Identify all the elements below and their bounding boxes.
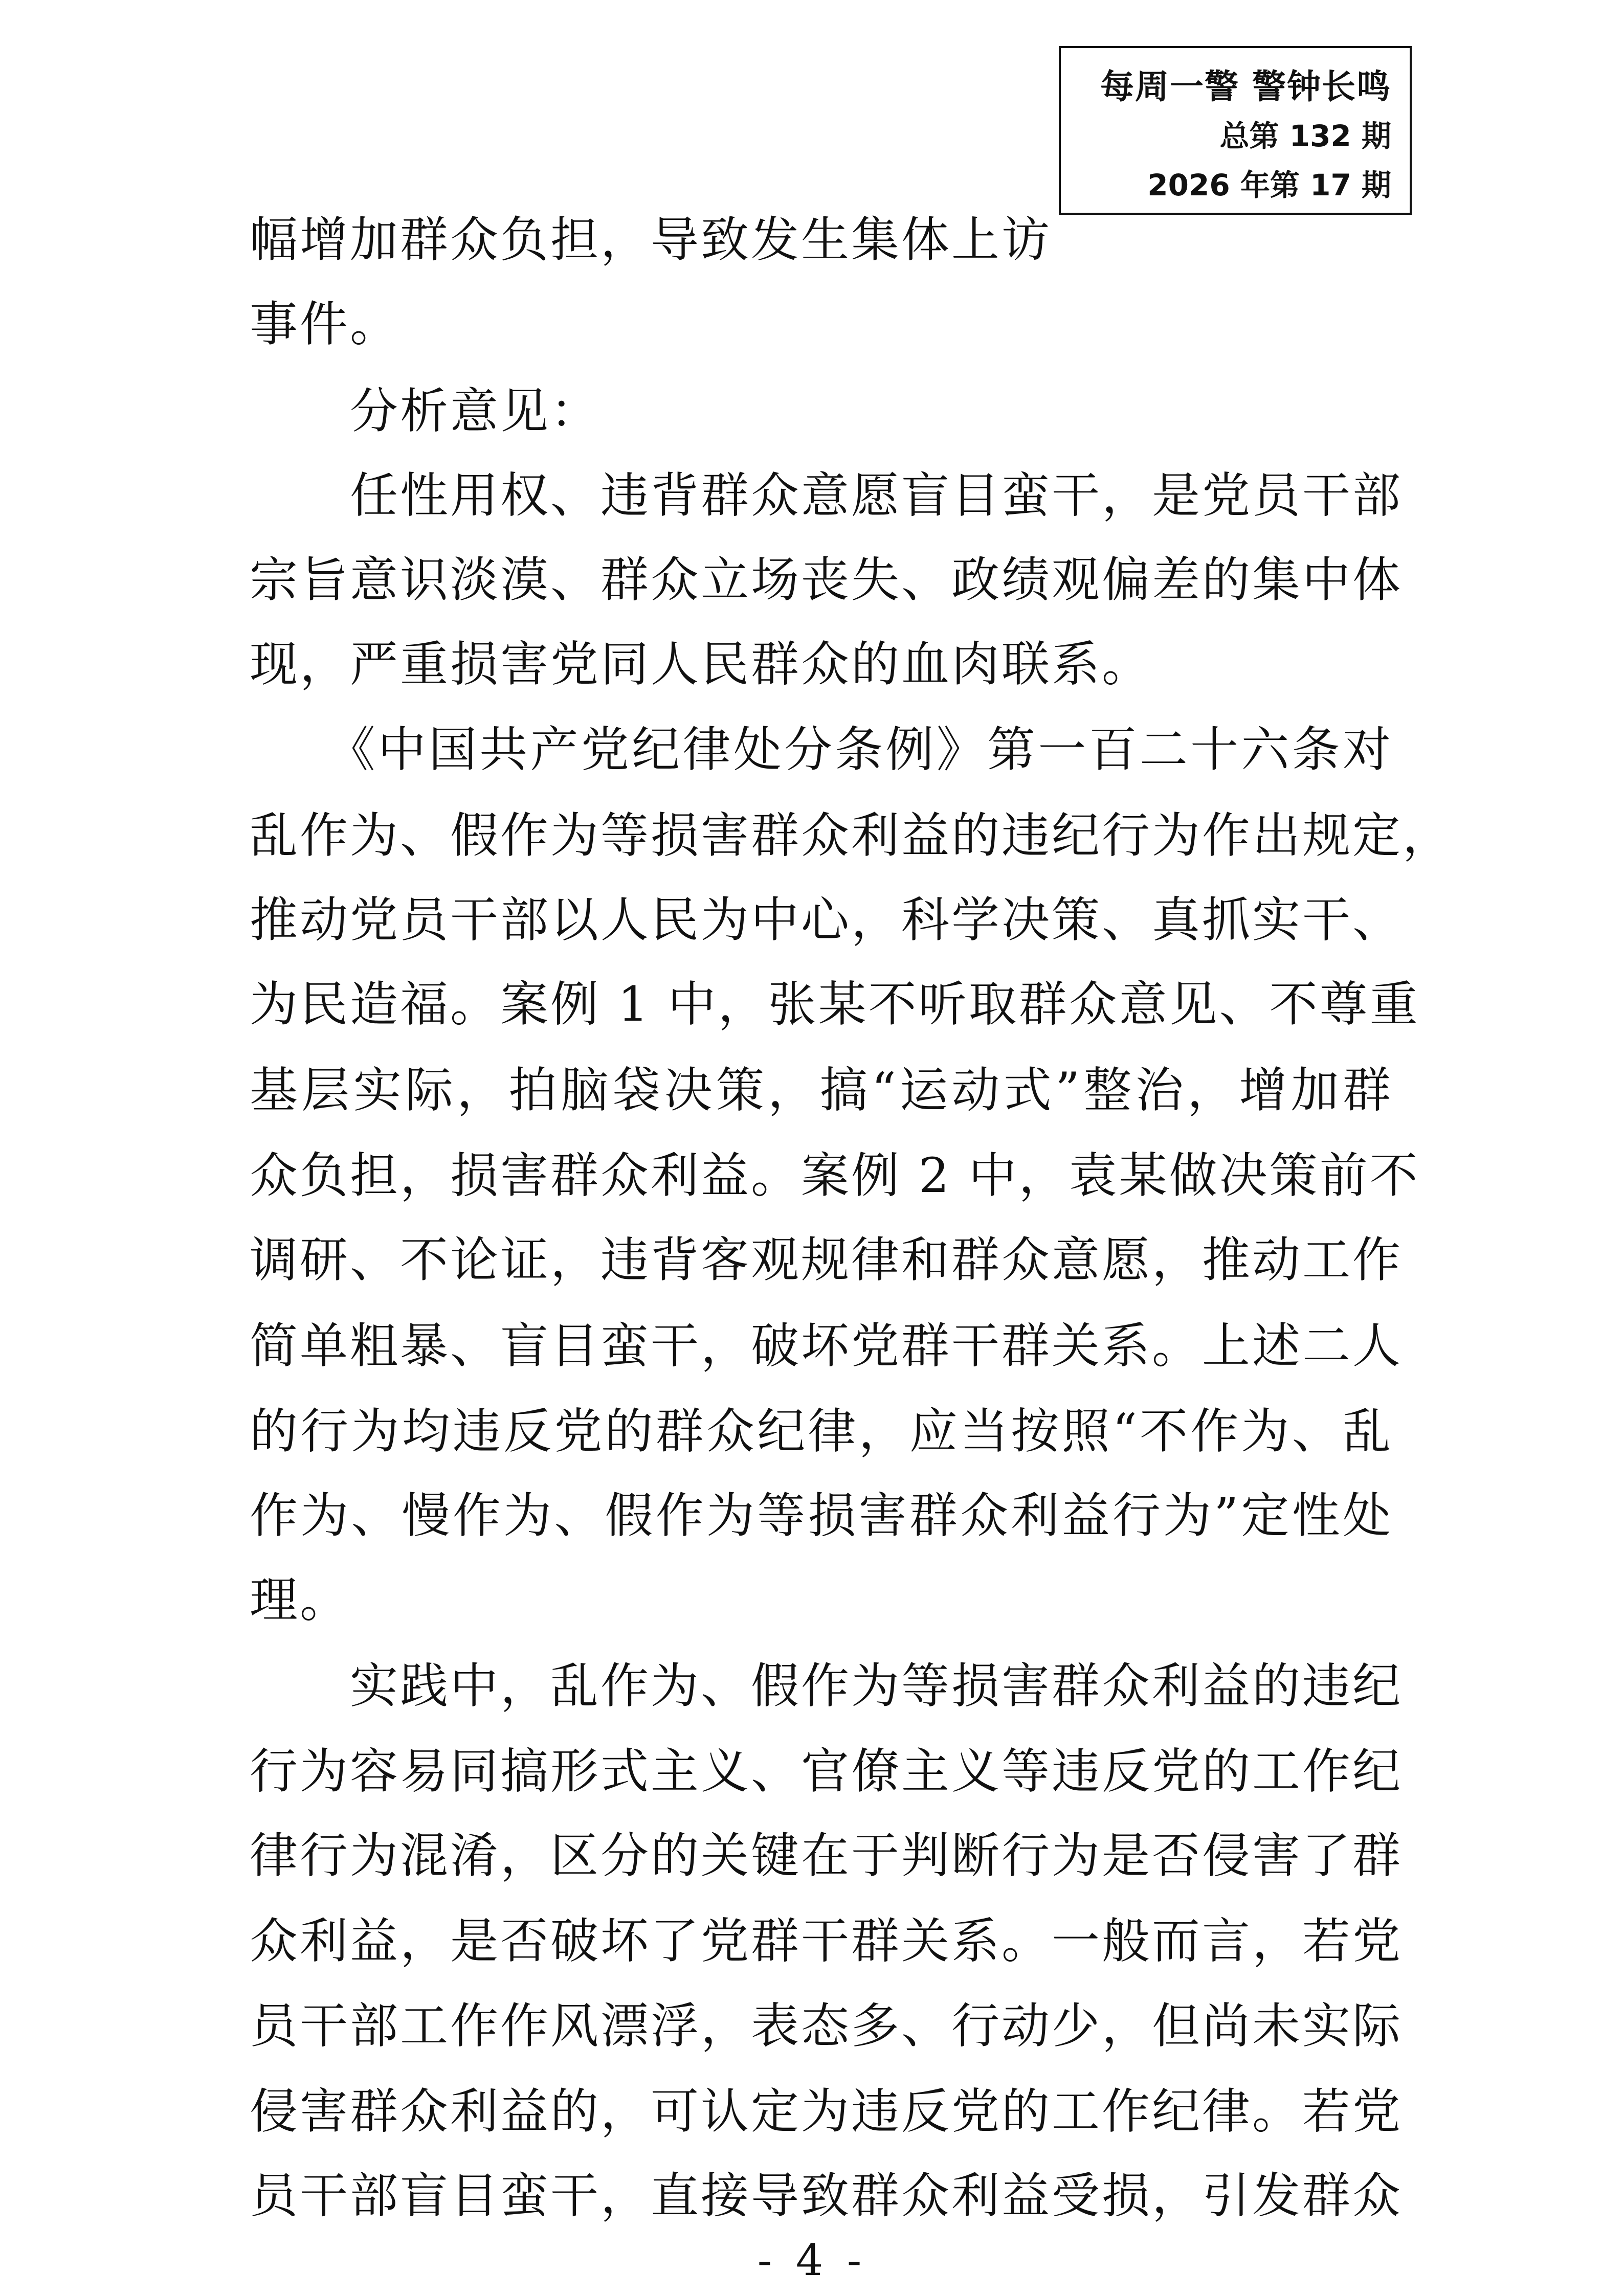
text-line: 为民造福。案例 1 中，张某不听取群众意见、不尊重 bbox=[250, 977, 1420, 1032]
text-line: 任性用权、违背群众意愿盲目蛮干，是党员干部 bbox=[250, 468, 1403, 524]
text-line: 现，严重损害党同人民群众的血肉联系。 bbox=[250, 637, 1152, 692]
header-title: 每周一警 警钟长鸣 bbox=[1100, 67, 1391, 106]
section-heading: 分析意见： bbox=[250, 384, 601, 439]
text-line: 调研、不论证，违背客观规律和群众意愿，推动工作 bbox=[250, 1232, 1403, 1288]
text-line: 简单粗暴、盲目蛮干，破坏党群干群关系。上述二人 bbox=[250, 1318, 1403, 1374]
text-line: 律行为混淆，区分的关键在于判断行为是否侵害了群 bbox=[250, 1828, 1403, 1884]
text-line: 侵害群众利益的，可认定为违反党的工作纪律。若党 bbox=[250, 2084, 1403, 2140]
page-number: - 4 - bbox=[757, 2235, 867, 2285]
text-line: 基层实际，拍脑袋决策，搞“运动式”整治，增加群 bbox=[250, 1063, 1393, 1118]
text-line: 实践中，乱作为、假作为等损害群众利益的违纪 bbox=[250, 1658, 1403, 1714]
text-line: 幅增加群众负担，导致发生集体上访 bbox=[250, 212, 1052, 268]
text-line: 宗旨意识淡漠、群众立场丧失、政绩观偏差的集中体 bbox=[250, 552, 1403, 608]
header-issue-year: 2026 年第 17 期 bbox=[1147, 168, 1391, 202]
text-line: 事件。 bbox=[250, 297, 401, 352]
text-line: 乱作为、假作为等损害群众利益的违纪行为作出规定， bbox=[250, 808, 1453, 864]
text-line: 员干部盲目蛮干，直接导致群众利益受损，引发群众 bbox=[250, 2168, 1403, 2224]
text-line: 众负担，损害群众利益。案例 2 中，袁某做决策前不 bbox=[250, 1148, 1420, 1204]
header-issue-total: 总第 132 期 bbox=[1219, 119, 1391, 153]
text-line: 《中国共产党纪律处分条例》第一百二十六条对 bbox=[250, 722, 1393, 778]
text-line: 的行为均违反党的群众纪律，应当按照“不作为、乱 bbox=[250, 1404, 1393, 1459]
issue-header-box bbox=[1059, 46, 1412, 215]
text-line: 作为、慢作为、假作为等损害群众利益行为”定性处 bbox=[250, 1488, 1393, 1544]
text-line: 众利益，是否破坏了党群干群关系。一般而言，若党 bbox=[250, 1914, 1403, 1969]
text-line: 行为容易同搞形式主义、官僚主义等违反党的工作纪 bbox=[250, 1744, 1403, 1799]
text-line: 推动党员干部以人民为中心，科学决策、真抓实干、 bbox=[250, 892, 1403, 948]
text-line: 员干部工作作风漂浮，表态多、行动少，但尚未实际 bbox=[250, 1998, 1403, 2054]
text-line: 理。 bbox=[250, 1572, 350, 1628]
